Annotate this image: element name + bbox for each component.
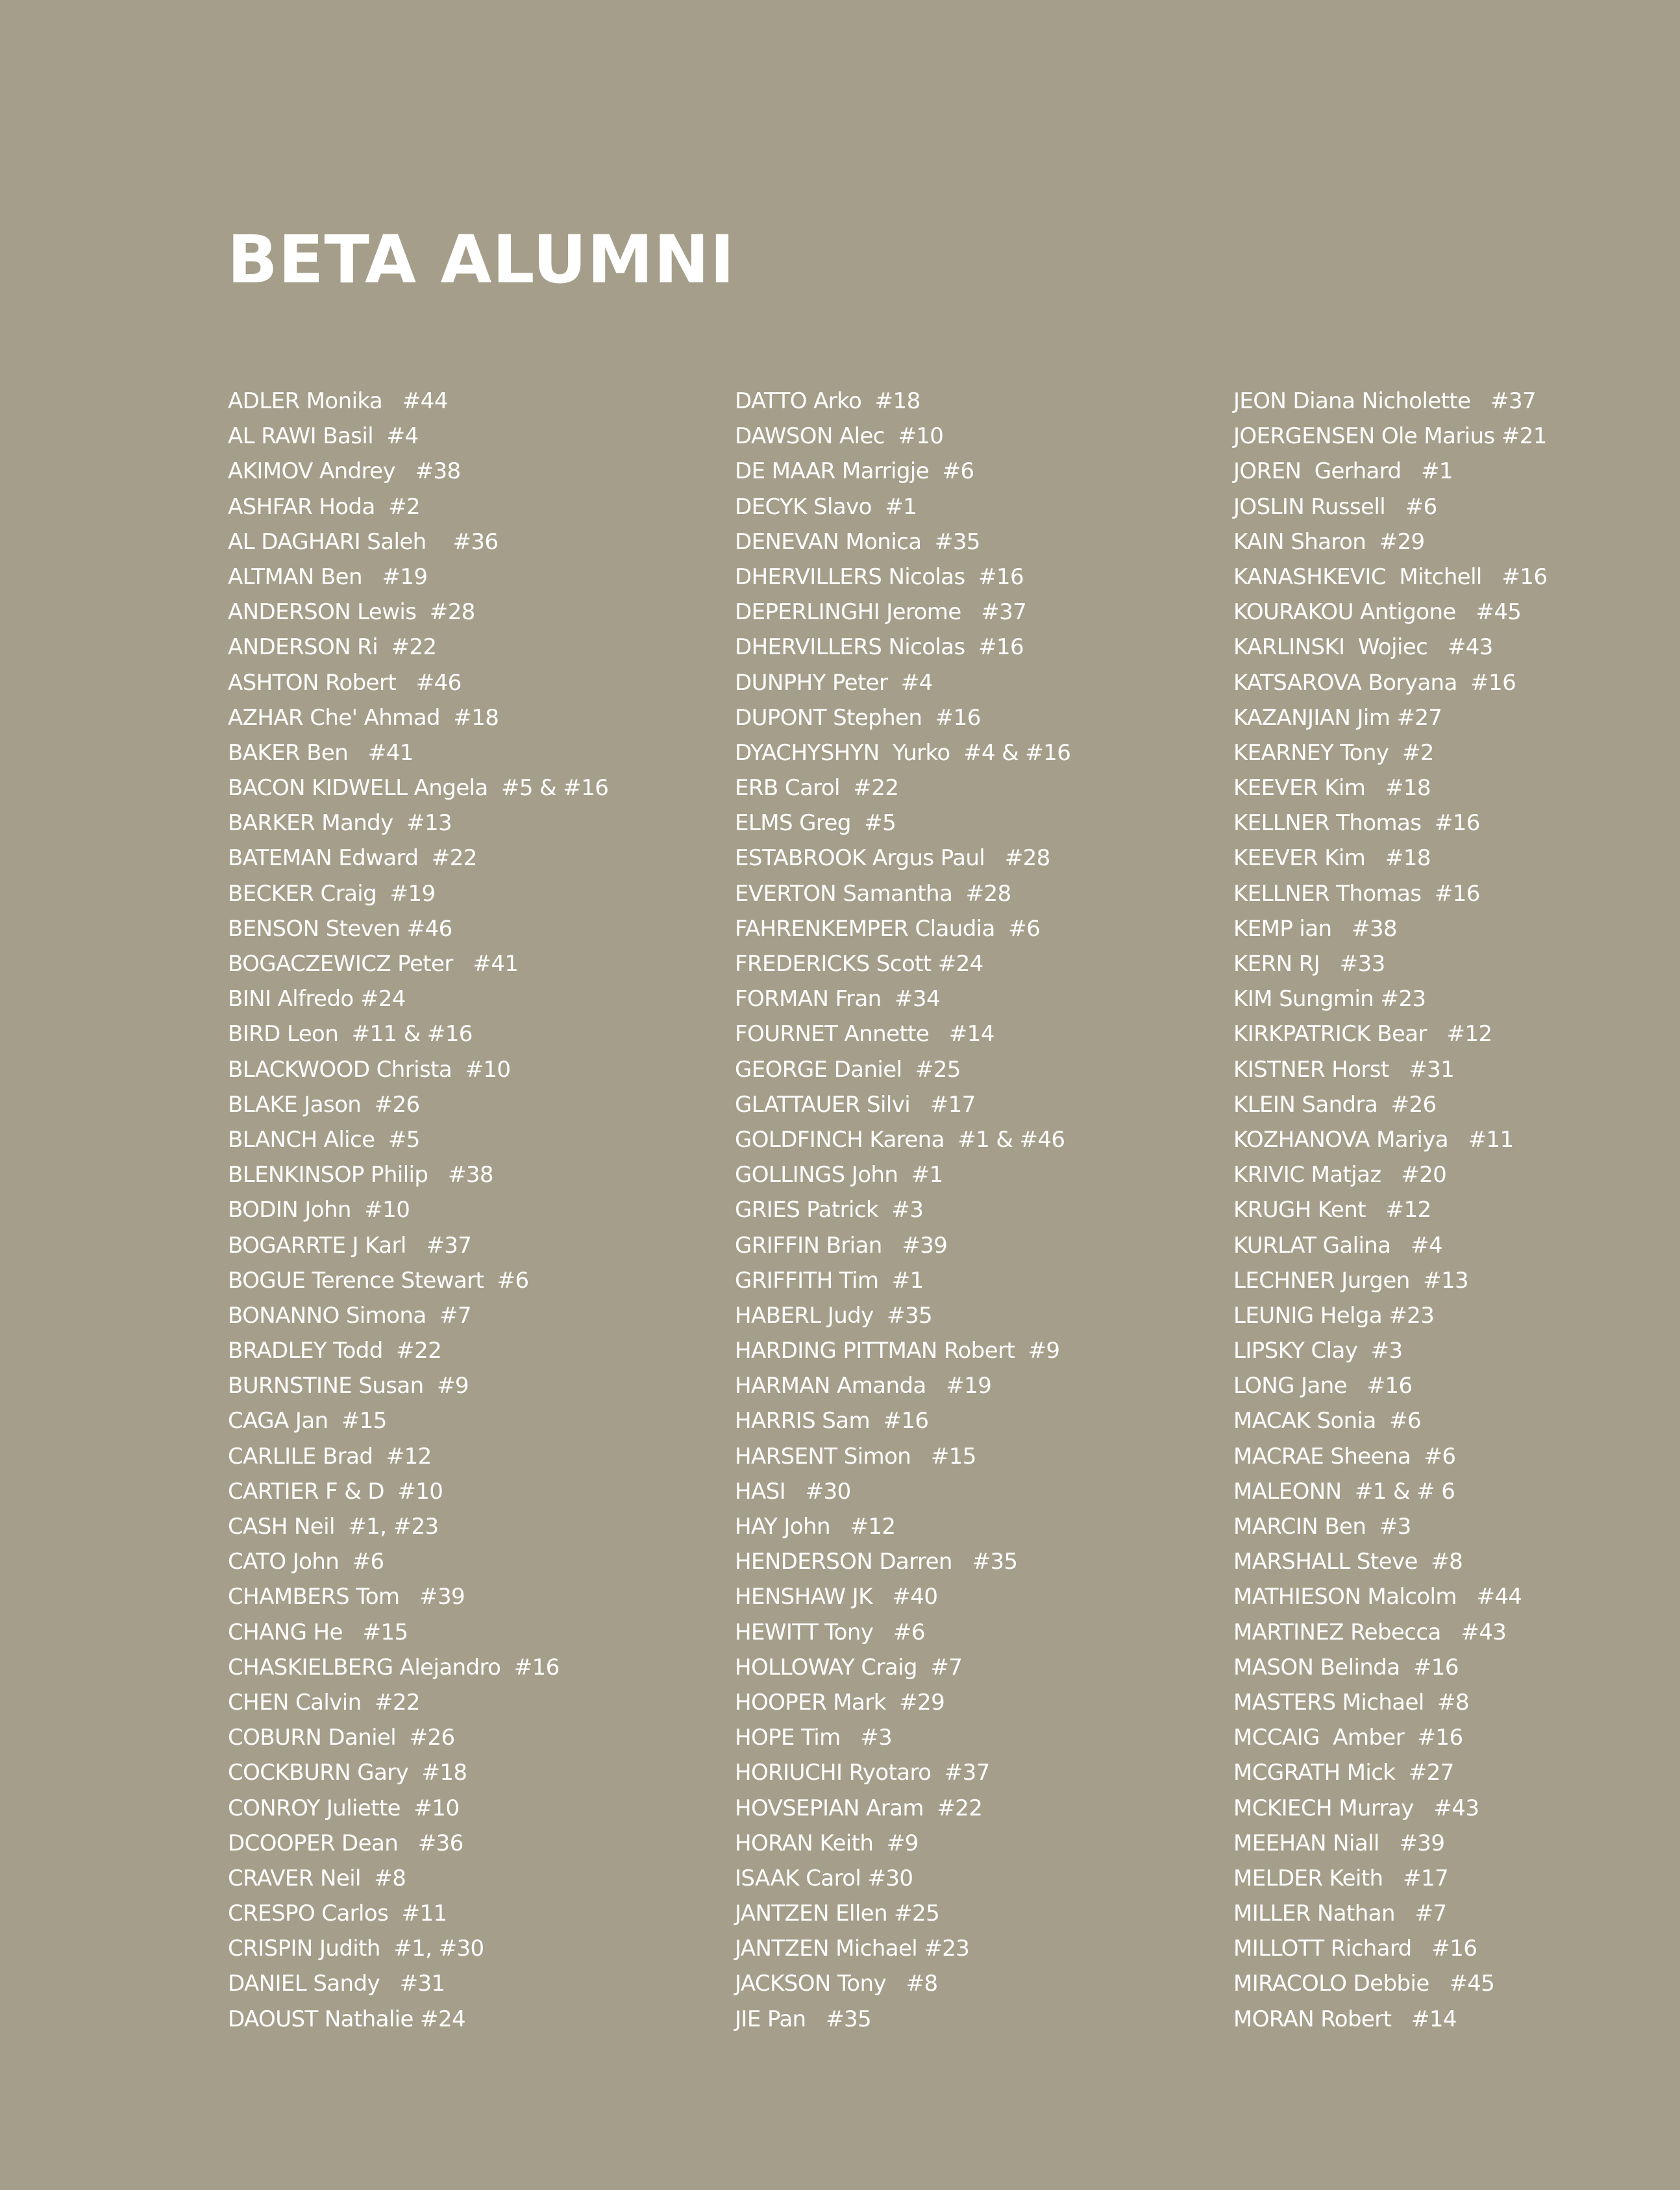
alumni-entry: CARLILE Brad #12	[228, 1443, 432, 1470]
alumni-entry: AZHAR Che' Ahmad #18	[228, 704, 499, 731]
alumni-entry: KEMP ian #38	[1233, 915, 1398, 942]
alumni-entry: CATO John #6	[228, 1549, 384, 1575]
alumni-entry: JOREN Gerhard #1	[1233, 458, 1453, 485]
alumni-entry: MILLER Nathan #7	[1233, 1901, 1447, 1927]
alumni-entry: KRUGH Kent #12	[1233, 1197, 1431, 1224]
alumni-entry: FORMAN Fran #34	[735, 986, 940, 1013]
alumni-entry: BECKER Craig #19	[228, 880, 436, 907]
alumni-entry: JANTZEN Ellen #25	[735, 1901, 940, 1927]
alumni-entry: DENEVAN Monica #35	[735, 528, 980, 555]
alumni-entry: DECYK Slavo #1	[735, 493, 917, 520]
alumni-entry: KEARNEY Tony #2	[1233, 739, 1434, 766]
alumni-entry: DHERVILLERS Nicolas #16	[735, 563, 1024, 590]
alumni-entry: GRIES Patrick #3	[735, 1197, 924, 1224]
alumni-entry: ASHTON Robert #46	[228, 669, 462, 696]
alumni-entry: KEEVER Kim #18	[1233, 775, 1431, 802]
alumni-entry: HENSHAW JK #40	[735, 1584, 938, 1610]
alumni-column-2	[735, 384, 1070, 2037]
alumni-entry: MCCAIG Amber #16	[1233, 1725, 1463, 1751]
alumni-entry: CARTIER F & D #10	[228, 1478, 443, 1505]
alumni-entry: KARLINSKI Wojiec #43	[1233, 634, 1493, 661]
alumni-entry: HOLLOWAY Craig #7	[735, 1654, 963, 1680]
alumni-entry: CHASKIELBERG Alejandro #16	[228, 1654, 560, 1680]
alumni-entry: DANIEL Sandy #31	[228, 1971, 445, 1997]
alumni-entry: MACRAE Sheena #6	[1233, 1443, 1456, 1470]
alumni-entry: BLAKE Jason #26	[228, 1091, 420, 1118]
alumni-entry: MASON Belinda #16	[1233, 1654, 1459, 1680]
alumni-entry: KATSAROVA Boryana #16	[1233, 669, 1516, 696]
alumni-entry: DUNPHY Peter #4	[735, 669, 933, 696]
alumni-entry: CONROY Juliette #10	[228, 1795, 460, 1821]
alumni-entry: HARMAN Amanda #19	[735, 1373, 992, 1399]
alumni-entry: MELDER Keith #17	[1233, 1865, 1449, 1891]
alumni-entry: HORIUCHI Ryotaro #37	[735, 1760, 990, 1786]
alumni-entry: JOSLIN Russell #6	[1233, 493, 1437, 520]
alumni-entry: KURLAT Galina #4	[1233, 1232, 1443, 1259]
alumni-entry: JACKSON Tony #8	[735, 1971, 938, 1997]
alumni-entry: COBURN Daniel #26	[228, 1725, 455, 1751]
alumni-entry: MORAN Robert #14	[1233, 2006, 1457, 2032]
alumni-entry: HOVSEPIAN Aram #22	[735, 1795, 983, 1821]
alumni-entry: BIRD Leon #11 & #16	[228, 1021, 473, 1048]
alumni-entry: GRIFFITH Tim #1	[735, 1267, 924, 1294]
alumni-entry: BOGUE Terence Stewart #6	[228, 1267, 529, 1294]
page-title: BETA ALUMNI	[227, 221, 735, 299]
alumni-entry: ASHFAR Hoda #2	[228, 493, 421, 520]
alumni-entry: LECHNER Jurgen #13	[1233, 1267, 1469, 1294]
alumni-entry: HEWITT Tony #6	[735, 1619, 925, 1645]
alumni-entry: HARDING PITTMAN Robert #9	[735, 1338, 1060, 1364]
alumni-entry: MASTERS Michael #8	[1233, 1689, 1469, 1716]
alumni-entry: GOLLINGS John #1	[735, 1162, 943, 1188]
alumni-entry: DATTO Arko #18	[735, 388, 920, 414]
alumni-entry: MCKIECH Murray #43	[1233, 1795, 1479, 1821]
alumni-entry: KELLNER Thomas #16	[1233, 880, 1480, 907]
alumni-entry: BLANCH Alice #5	[228, 1126, 420, 1153]
alumni-entry: CAGA Jan #15	[228, 1408, 387, 1434]
alumni-entry: KLEIN Sandra #26	[1233, 1091, 1437, 1118]
alumni-entry: KELLNER Thomas #16	[1233, 810, 1480, 837]
alumni-entry: HABERL Judy #35	[735, 1302, 933, 1329]
alumni-entry: DHERVILLERS Nicolas #16	[735, 634, 1024, 661]
alumni-entry: BENSON Steven #46	[228, 915, 452, 942]
alumni-entry: KANASHKEVIC Mitchell #16	[1233, 563, 1548, 590]
alumni-entry: HORAN Keith #9	[735, 1830, 919, 1856]
alumni-entry: ANDERSON Lewis #28	[228, 599, 475, 626]
alumni-entry: BACON KIDWELL Angela #5 & #16	[228, 775, 609, 802]
alumni-entry: LEUNIG Helga #23	[1233, 1302, 1435, 1329]
alumni-entry: KERN RJ #33	[1233, 951, 1385, 977]
alumni-column-3	[1233, 384, 1547, 2037]
alumni-entry: BURNSTINE Susan #9	[228, 1373, 469, 1399]
alumni-entry: MEEHAN Niall #39	[1233, 1830, 1445, 1856]
alumni-entry: GLATTAUER Silvi #17	[735, 1091, 976, 1118]
alumni-entry: HOPE Tim #3	[735, 1725, 893, 1751]
alumni-entry: HENDERSON Darren #35	[735, 1549, 1018, 1575]
alumni-entry: JIE Pan #35	[735, 2006, 872, 2032]
alumni-entry: ESTABROOK Argus Paul #28	[735, 845, 1050, 872]
alumni-entry: EVERTON Samantha #28	[735, 880, 1011, 907]
alumni-entry: KOURAKOU Antigone #45	[1233, 599, 1522, 626]
alumni-entry: CRAVER Neil #8	[228, 1865, 406, 1891]
alumni-entry: MACAK Sonia #6	[1233, 1408, 1422, 1434]
alumni-entry: MALEONN #1 & # 6	[1233, 1478, 1455, 1505]
alumni-entry: BOGACZEWICZ Peter #41	[228, 951, 519, 977]
alumni-entry: DEPERLINGHI Jerome #37	[735, 599, 1027, 626]
alumni-entry: GEORGE Daniel #25	[735, 1056, 961, 1083]
alumni-entry: HAY John #12	[735, 1514, 896, 1540]
alumni-entry: DYACHYSHYN Yurko #4 & #16	[735, 739, 1071, 766]
alumni-entry: COCKBURN Gary #18	[228, 1760, 467, 1786]
alumni-entry: BONANNO Simona #7	[228, 1302, 471, 1329]
alumni-entry: AL RAWI Basil #4	[228, 423, 419, 450]
alumni-entry: AL DAGHARI Saleh #36	[228, 528, 499, 555]
alumni-entry: MATHIESON Malcolm #44	[1233, 1584, 1522, 1610]
alumni-entry: KISTNER Horst #31	[1233, 1056, 1455, 1083]
alumni-entry: BLACKWOOD Christa #10	[228, 1056, 511, 1083]
alumni-entry: BODIN John #10	[228, 1197, 410, 1224]
alumni-entry: HOOPER Mark #29	[735, 1689, 945, 1716]
alumni-entry: BRADLEY Todd #22	[228, 1338, 442, 1364]
alumni-entry: CRISPIN Judith #1, #30	[228, 1936, 484, 1962]
alumni-entry: HASI #30	[735, 1478, 851, 1505]
alumni-entry: LONG Jane #16	[1233, 1373, 1413, 1399]
alumni-entry: KIM Sungmin #23	[1233, 986, 1426, 1013]
alumni-entry: JANTZEN Michael #23	[735, 1936, 970, 1962]
alumni-entry: FAHRENKEMPER Claudia #6	[735, 915, 1041, 942]
alumni-entry: DAWSON Alec #10	[735, 423, 944, 450]
alumni-entry: ADLER Monika #44	[228, 388, 448, 414]
alumni-entry: MARCIN Ben #3	[1233, 1514, 1411, 1540]
alumni-entry: AKIMOV Andrey #38	[228, 458, 461, 485]
alumni-entry: ISAAK Carol #30	[735, 1865, 913, 1891]
alumni-entry: MARSHALL Steve #8	[1233, 1549, 1463, 1575]
alumni-entry: MILLOTT Richard #16	[1233, 1936, 1477, 1962]
alumni-entry: MARTINEZ Rebecca #43	[1233, 1619, 1507, 1645]
alumni-entry: CHEN Calvin #22	[228, 1689, 420, 1716]
alumni-entry: CASH Neil #1, #23	[228, 1514, 439, 1540]
alumni-entry: JEON Diana Nicholette #37	[1233, 388, 1537, 414]
alumni-entry: HARSENT Simon #15	[735, 1443, 976, 1470]
alumni-entry: KRIVIC Matjaz #20	[1233, 1162, 1447, 1188]
alumni-entry: MIRACOLO Debbie #45	[1233, 1971, 1495, 1997]
alumni-entry: CHAMBERS Tom #39	[228, 1584, 465, 1610]
alumni-entry: ELMS Greg #5	[735, 810, 896, 837]
alumni-entry: ERB Carol #22	[735, 775, 899, 802]
alumni-entry: DUPONT Stephen #16	[735, 704, 981, 731]
alumni-entry: MCGRATH Mick #27	[1233, 1760, 1454, 1786]
alumni-entry: BLENKINSOP Philip #38	[228, 1162, 493, 1188]
alumni-entry: DCOOPER Dean #36	[228, 1830, 463, 1856]
alumni-entry: KAZANJIAN Jim #27	[1233, 704, 1442, 731]
alumni-entry: DE MAAR Marrigje #6	[735, 458, 974, 485]
alumni-entry: ANDERSON Ri #22	[228, 634, 437, 661]
alumni-entry: GOLDFINCH Karena #1 & #46	[735, 1126, 1065, 1153]
alumni-entry: JOERGENSEN Ole Marius #21	[1233, 423, 1547, 450]
alumni-column-1	[228, 384, 608, 2037]
alumni-entry: GRIFFIN Brian #39	[735, 1232, 948, 1259]
alumni-entry: BOGARRTE J Karl #37	[228, 1232, 472, 1259]
alumni-entry: BAKER Ben #41	[228, 739, 414, 766]
alumni-entry: LIPSKY Clay #3	[1233, 1338, 1403, 1364]
alumni-entry: FOURNET Annette #14	[735, 1021, 994, 1048]
alumni-entry: CRESPO Carlos #11	[228, 1901, 447, 1927]
alumni-entry: KAIN Sharon #29	[1233, 528, 1425, 555]
alumni-entry: BATEMAN Edward #22	[228, 845, 477, 872]
alumni-entry: CHANG He #15	[228, 1619, 408, 1645]
alumni-entry: KIRKPATRICK Bear #12	[1233, 1021, 1492, 1048]
alumni-entry: KOZHANOVA Mariya #11	[1233, 1126, 1514, 1153]
alumni-entry: HARRIS Sam #16	[735, 1408, 929, 1434]
alumni-entry: DAOUST Nathalie #24	[228, 2006, 466, 2032]
alumni-entry: BARKER Mandy #13	[228, 810, 452, 837]
alumni-entry: ALTMAN Ben #19	[228, 563, 428, 590]
alumni-entry: BINI Alfredo #24	[228, 986, 406, 1013]
alumni-entry: KEEVER Kim #18	[1233, 845, 1431, 872]
alumni-entry: FREDERICKS Scott #24	[735, 951, 983, 977]
